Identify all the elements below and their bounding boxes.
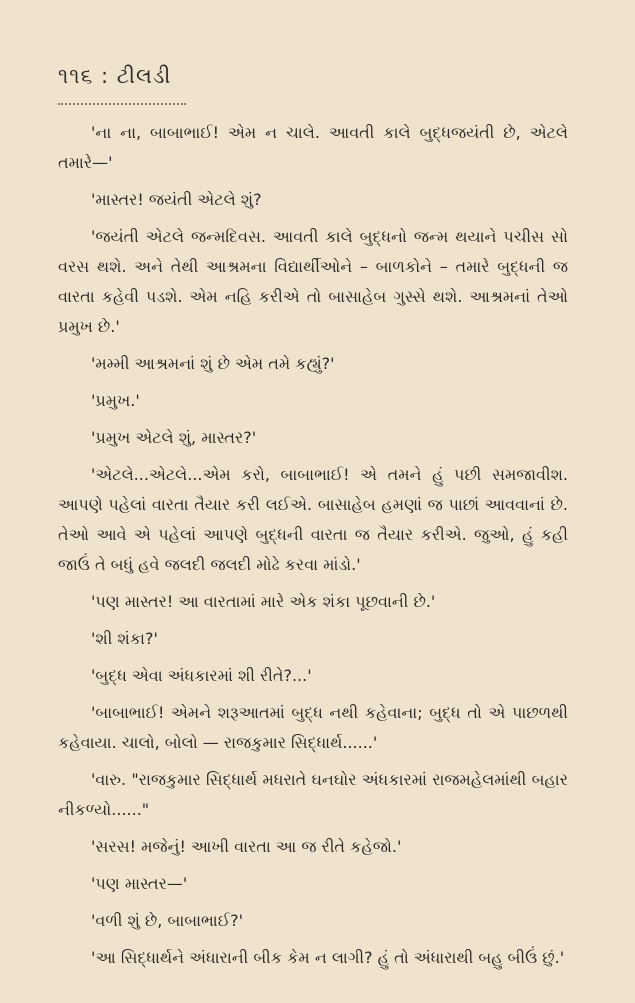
paragraph: 'ના ના, બાબાભાઈ! એમ ન ચાલે. આવતી કાલે બુદ્ધજયંતી છે, એટલે તમારે—': [58, 123, 568, 172]
paragraph: 'વળી શું છે, બાબાભાઈ?': [91, 911, 243, 930]
paragraph: 'પ્રમુખ એટલે શું, માસ્તર?': [91, 428, 257, 447]
chapter-title: ટીલડી: [116, 64, 172, 88]
paragraph: 'પણ માસ્તર—': [91, 874, 188, 893]
page-body: [58, 118, 568, 980]
paragraph: 'પ્રમુખ.': [91, 391, 140, 410]
page-number: ૧૧૬: [58, 64, 94, 88]
header-separator: :: [101, 64, 110, 88]
paragraph: 'આ સિદ્ધાર્થને અંધારાની બીક કેમ ન લાગી? હું તો અંધારાથી બહુ બીઉં છું.': [91, 948, 565, 967]
running-header: [58, 64, 171, 89]
paragraph: 'મમ્મી આશ્રમનાં શું છે એમ તમે કહ્યું?': [91, 354, 335, 373]
paragraph: 'પણ માસ્તર! આ વારતામાં મારે એક શંકા પૂછવાની છે.': [91, 592, 436, 611]
paragraph: 'સરસ! મજેનું! આખી વારતા આ જ રીતે કહેજો.': [91, 837, 402, 856]
paragraph: 'બુદ્ધ એવા અંધકારમાં શી રીતે?...': [91, 666, 312, 685]
paragraph: 'એટલે...એટલે...એમ કરો, બાબાભાઈ! એ તમને હું પછી સમજાવીશ. આપણે પહેલાં વારતા તૈયાર કરી લઈએ. બાસાહેબ હમણાં જ પાછાં આવવાનાં છે. તેઓ આવે એ પહેલાં આપણે બુદ્ધની વારતા જ તૈયાર કરીએ. જુઓ, હું કહી જાઉં તે બધું હવે જલદી જલદી મોઢે કરવા માંડો.': [58, 465, 568, 574]
header-underline: [58, 98, 186, 105]
paragraph: 'માસ્તર! જયંતી એટલે શું?: [91, 190, 262, 209]
paragraph: 'બાબાભાઈ! એમને શરૂઆતમાં બુદ્ધ નથી કહેવાના; બુદ્ધ તો એ પાછળથી કહેવાયા. ચાલો, બોલો — રાજકુમાર સિદ્ધાર્થ......': [58, 703, 568, 752]
paragraph: 'વારુ. "રાજકુમાર સિદ્ધાર્થ મધરાતે ઘનઘોર અંધકારમાં રાજમહેલમાંથી બહાર નીકળ્યો......": [58, 770, 568, 819]
paragraph: 'શી શંકા?': [91, 629, 158, 648]
paragraph: 'જયંતી એટલે જન્મદિવસ. આવતી કાલે બુદ્ધનો જન્મ થયાને પચીસ સો વરસ થશે. અને તેથી આશ્રમના વિદ્યાર્થીઓને – બાળકોને – તમારે બુદ્ધની જ વારતા કહેવી પડશે. એમ નહિ કરીએ તો બાસાહેબ ગુસ્સે થશે. આશ્રમનાં તેઓ પ્રમુખ છે.': [58, 227, 568, 336]
